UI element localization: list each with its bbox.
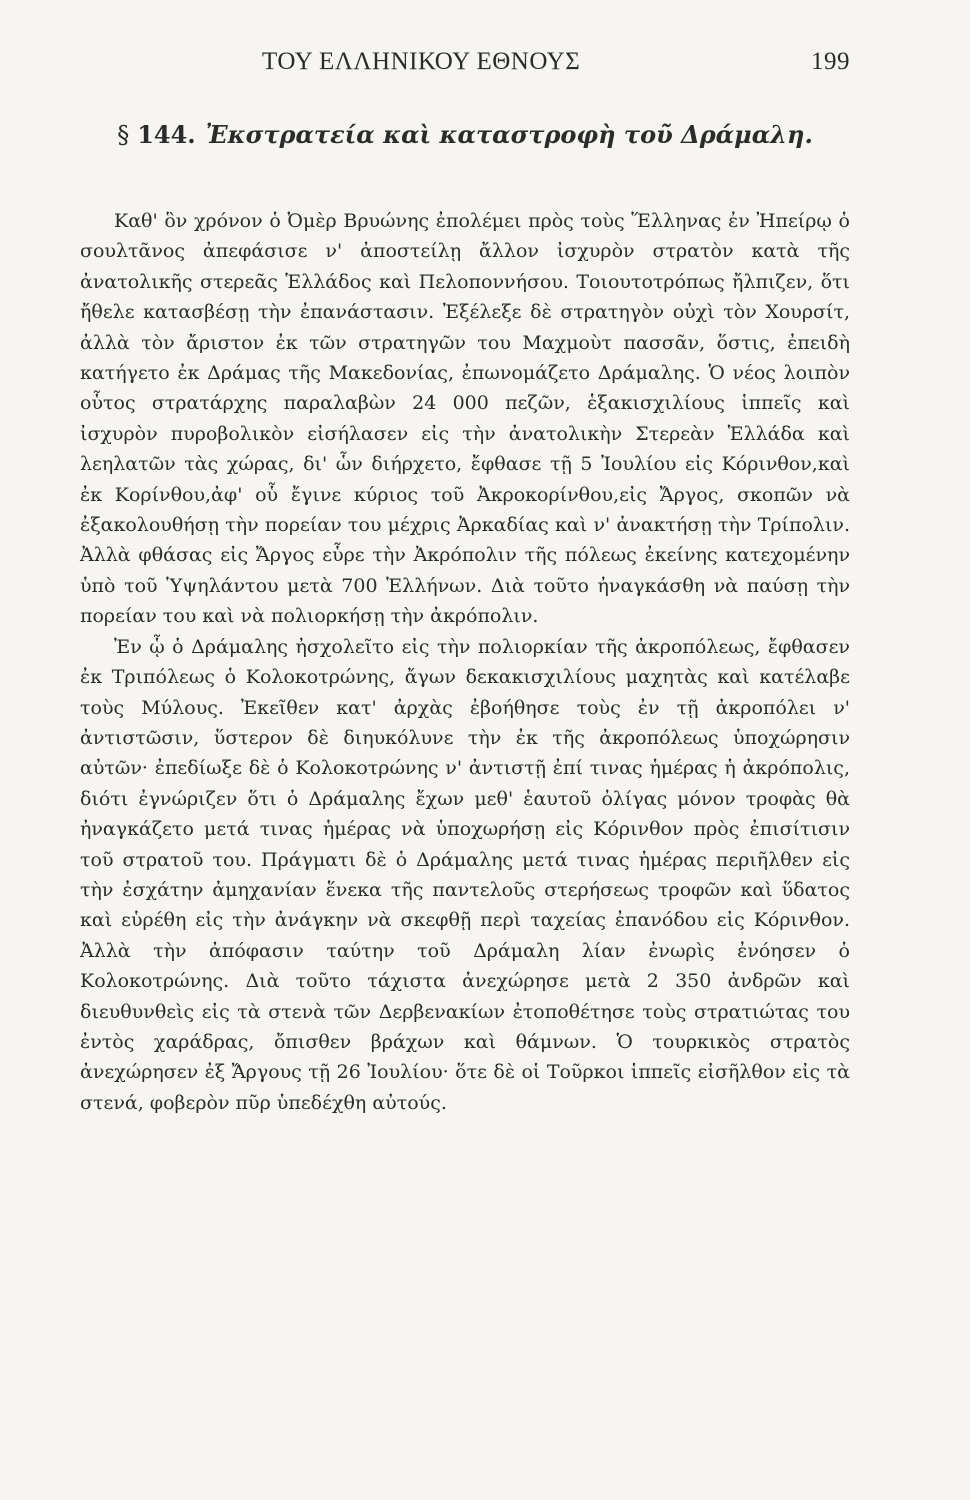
running-header	[80, 48, 850, 88]
section-title: Ἐκστρατεία καὶ καταστροφὴ τοῦ Δράμαλη.	[205, 120, 813, 149]
section-number: 144.	[137, 120, 196, 149]
running-title: ΤΟΥ ΕΛΛΗΝΙΚΟΥ ΕΘΝΟΥΣ	[262, 48, 581, 75]
section-sign: §	[117, 121, 130, 149]
section-heading	[80, 116, 850, 154]
body-text	[80, 206, 850, 1118]
paragraph: Ἐν ᾧ ὁ Δράμαλης ἠσχολεῖτο εἰς τὴν πολιορκίαν τῆς ἀκροπόλεως, ἔφθασεν ἐκ Τριπόλεως ὁ Κολοκοτρώνης, ἄγων δεκακισχιλίους μαχητὰς καὶ κατέλαβε τοὺς Μύλους. Ἐκεῖθεν κατ' ἀρχὰς ἐβοήθησε τοὺς ἐν τῇ ἀκροπόλει ν' ἀντιστῶσιν, ὕστερον δὲ διηυκόλυνε τὴν ἐκ τῆς ἀκροπόλεως ὑποχώρησιν αὐτῶν· ἐπεδίωξε δὲ ὁ Κολοκοτρώνης ν' ἀντιστῇ ἐπί τινας ἡμέρας ἡ ἀκρόπολις, διότι ἐγνώριζεν ὅτι ὁ Δράμαλης ἔχων μεθ' ἑαυτοῦ ὀλίγας μόνον τροφὰς θὰ ἠναγκάζετο μετά τινας ἡμέρας νὰ ὑποχωρήσῃ εἰς Κόρινθον πρὸς ἐπισίτισιν τοῦ στρατοῦ του. Πράγματι δὲ ὁ Δράμαλης μετά τινας ἡμέρας περιῆλθεν εἰς τὴν ἐσχάτην ἀμηχανίαν ἕνεκα τῆς παντελοῦς στερήσεως τροφῶν καὶ ὕδατος καὶ εὑρέθη εἰς τὴν ἀνάγκην νὰ σκεφθῇ περὶ ταχείας ἐπανόδου εἰς Κόρινθον. Ἀλλὰ τὴν ἀπόφασιν ταύτην τοῦ Δράμαλη λίαν ἐνωρὶς ἐνόησεν ὁ Κολοκοτρώνης. Διὰ τοῦτο τάχιστα ἀνεχώρησε μετὰ 2 350 ἀνδρῶν καὶ διευθυνθεὶς εἰς τὰ στενὰ τῶν Δερβενακίων ἐτοποθέτησε τοὺς στρατιώτας του ἐντὸς χαράδρας, ὄπισθεν βράχων καὶ θάμνων. Ὁ τουρκικὸς στρατὸς ἀνεχώρησεν ἐξ Ἄργους τῇ 26 Ἰουλίου· ὅτε δὲ οἱ Τοῦρκοι ἱππεῖς εἰσῆλθον εἰς τὰ στενά, φοβερὸν πῦρ ὑπεδέχθη αὐτούς.	[80, 635, 850, 1114]
page-number: 199	[811, 48, 850, 75]
paragraph: Καθ' ὃν χρόνον ὁ Ὀμὲρ Βρυώνης ἐπολέμει πρὸς τοὺς Ἕλληνας ἐν Ἠπείρῳ ὁ σουλτᾶνος ἀπεφάσισε ν' ἀποστείλῃ ἄλλον ἰσχυρὸν στρατὸν κατὰ τῆς ἀνατολικῆς στερεᾶς Ἑλλάδος καὶ Πελοποννήσου. Τοιουτοτρόπως ἤλπιζεν, ὅτι ἤθελε κατασβέσῃ τὴν ἐπανάστασιν. Ἐξέλεξε δὲ στρατηγὸν οὐχὶ τὸν Χουρσίτ, ἀλλὰ τὸν ἄριστον ἐκ τῶν στρατηγῶν του Μαχμοὺτ πασσᾶν, ὅστις, ἐπειδὴ κατήγετο ἐκ Δράμας τῆς Μακεδονίας, ἐπωνομάζετο Δράμαλης. Ὁ νέος λοιπὸν οὗτος στρατάρχης παραλαβὼν 24 000 πεζῶν, ἑξακισχιλίους ἱππεῖς καὶ ἰσχυρὸν πυροβολικὸν εἰσήλασεν εἰς τὴν ἀνατολικὴν Στερεὰν Ἑλλάδα καὶ λεηλατῶν τὰς χώρας, δι' ὧν διήρχετο, ἔφθασε τῇ 5 Ἰουλίου εἰς Κόρινθον,καὶ ἐκ Κορίνθου,ἀφ' οὗ ἔγινε κύριος τοῦ Ἀκροκορίνθου,εἰς Ἄργος, σκοπῶν νὰ ἐξακολουθήσῃ τὴν πορείαν του μέχρις Ἀρκαδίας καὶ ν' ἀνακτήσῃ τὴν Τρίπολιν. Ἀλλὰ φθάσας εἰς Ἄργος εὗρε τὴν Ἀκρόπολιν τῆς πόλεως ἐκείνης κατεχομένην ὑπὸ τοῦ Ὑψηλάντου μετὰ 700 Ἑλλήνων. Διὰ τοῦτο ἠναγκάσθη νὰ παύσῃ τὴν πορείαν του καὶ νὰ πολιορκήσῃ τὴν ἀκρόπολιν.	[80, 210, 850, 628]
